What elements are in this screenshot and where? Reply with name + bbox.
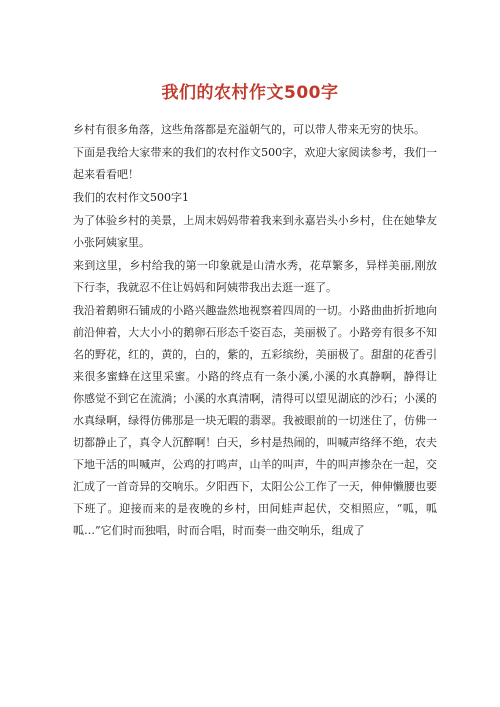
paragraph-1: 为了体验乡村的美景，上周末妈妈带着我来到永嘉岩头小乡村，住在她挚友小张阿姨家里。 (73, 214, 437, 249)
paragraph-intro: 乡村有很多角落，这些角落都是充溢朝气的，可以带人带来无穷的快乐。 (73, 123, 425, 136)
document-body (73, 119, 437, 543)
paragraph-3: 我沿着鹅卵石铺成的小路兴趣盎然地视察着四周的一切。小路曲曲折折地向前沿伸着，大大小小的鹅卵石形态千姿百态，美丽极了。小路旁有很多不知名的野花，红的，黄的，白的，紫的，五彩缤纷，美丽极了。甜甜的花香引来很多蜜蜂在这里采蜜。小路的终点有一条小溪,小溪的水真静啊，静得让你感觉不到它在流淌；小溪的水真清啊，清得可以望见湖底的沙石；小溪的水真绿啊，绿得仿佛那是一块无暇的翡翠。我被眼前的一切迷住了，仿佛一切都静止了，真令人沉醉啊！白天，乡村是热闹的，叫喊声络绎不绝，农夫下地干活的叫喊声，公鸡的打鸣声，山羊的叫声，牛的叫声掺杂在一起，交汇成了一首奇异的交响乐。夕阳西下，太阳公公工作了一天，伸伸懒腰也要下班了。迎接而来的是夜晚的乡村，田间蛙声起伏，交相照应，“呱，呱呱…”它们时而独唱，时而合唱，时而奏一曲交响乐，组成了 (73, 304, 437, 537)
document-title: 我们的农村作文500字 (161, 83, 339, 103)
paragraph-2: 来到这里，乡村给我的第一印象就是山清水秀，花草繁多，异样美丽,刚放下行李，我就忍不住让妈妈和阿姨带我出去逛一逛了。 (73, 259, 437, 294)
essay-heading: 我们的农村作文500字1 (73, 191, 189, 204)
paragraph-lead: 下面是我给大家带来的我们的农村作文500字，欢迎大家阅读参考，我们一起来看看吧！ (73, 146, 437, 181)
